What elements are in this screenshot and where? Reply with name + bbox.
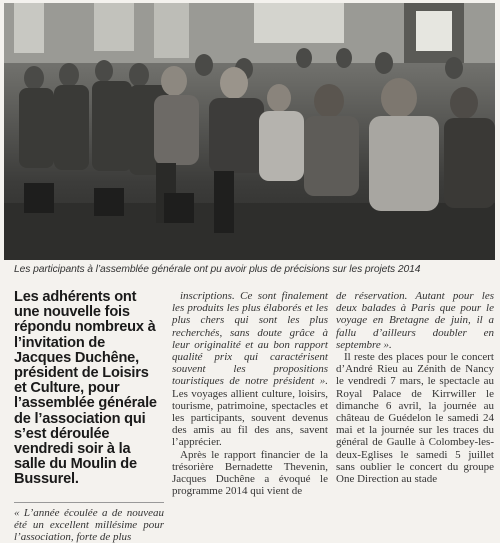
article-column-3 (336, 290, 494, 485)
article-lead: Les adhérents ont une nouvelle fois répondu nombreux à l’invitation de Jacques Duchêne, président de Loisirs et Culture, pour l’assemblée générale de l’association qui s’est déroulée vendredi soir à la salle du Moulin de Bussurel. (14, 289, 157, 488)
article-column-2 (172, 290, 328, 497)
article-photo (4, 3, 495, 260)
photo-caption: Les participants à l’assemblée générale ont pu avoir plus de précisions sur les projets 2014 (14, 264, 421, 275)
article-paragraph (172, 290, 328, 449)
article-quote-end: de réservation. Autant pour les deux balades à Paris que pour le voyage en Bretagne de juin, il a fallu d’ailleurs doubler en septembre ». (336, 290, 494, 351)
article-paragraph-2: Après le rapport financier de la trésorière Bernadette Thevenin, Jacques Duchêne a évoqué le programme 2014 qui vient de (172, 448, 328, 498)
article-text: Les voyages allient culture, loisirs, tourisme, patrimoine, spectacles et les participants, souvent devenus des amis au fil des ans, savent l’apprécier. (172, 387, 328, 449)
article-quote-start: « L’année écoulée a de nouveau été un excellent millésime pour l’association, forte de plus (14, 502, 164, 543)
article-column-1 (14, 290, 164, 543)
article-quote: inscriptions. Ce sont finalement les produits les plus élaborés et les plus chers qui sont les plus recherchés, sans doute grâce à leur originalité et au bon rapport qualité prix qui caractérisent souvent les propositions touristiques de notre président ». (172, 290, 328, 388)
audience-photo-illustration (4, 3, 495, 260)
article-paragraph-3: Il reste des places pour le concert d’André Rieu au Zénith de Nancy le vendredi 7 mars, le spectacle au Royal Palace de Kirrwiller le dimanche 6 avril, la journée au château de Guédelon le samedi 24 mai et la journée sur les traces du général de Gaulle à Colombey-les-deux-Eglises le samedi 5 juillet sans oublier le concert du groupe One Direction au stade (336, 351, 494, 486)
